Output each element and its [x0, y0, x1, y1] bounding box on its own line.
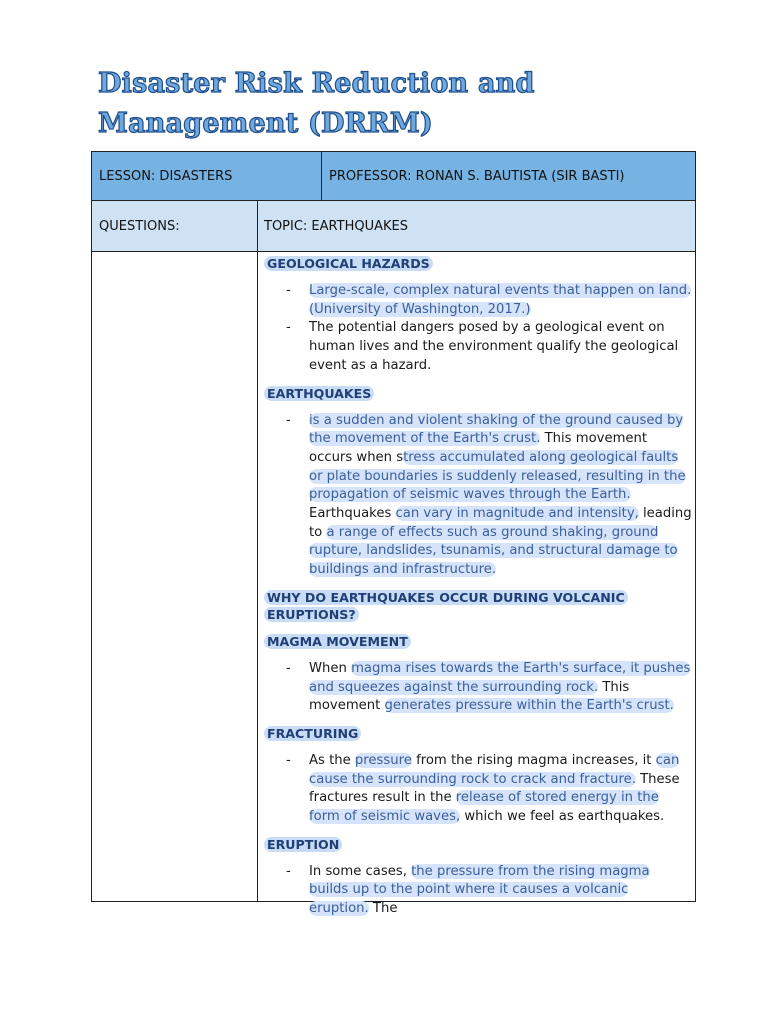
header-row — [92, 152, 695, 201]
list-item: - is a sudden and violent shaking of the ground caused by the movement of the Earth's crust. This movement occurs when stress accumulated along geological faults or plate boundaries is suddenly released, resulting in the propagation of seismic waves through the Earth. Earthquakes can vary in magnitude and intensity, leading to a range of effects such as ground shaking, ground rupture, landslides, tsunamis, and structural damage to buildings and infrastructure. — [264, 412, 692, 580]
geological-hazards-list — [264, 282, 692, 376]
document-title — [98, 64, 535, 144]
lesson-cell: LESSON: DISASTERS — [99, 168, 233, 184]
earthquakes-list — [264, 412, 692, 580]
header-divider — [321, 152, 322, 200]
list-item: - As the pressure from the rising magma increases, it can cause the surrounding rock to crack and fracture. These fractures result in the release of stored energy in the form of seismic waves, which we feel as earthquakes. — [264, 752, 692, 827]
heading-fracturing: FRACTURING — [264, 725, 692, 742]
title-line-2: Management (DRRM) — [98, 108, 433, 139]
list-item: - The potential dangers posed by a geological event on human lives and the environment qualify the geological event as a hazard. — [264, 319, 692, 375]
column-divider — [257, 201, 258, 901]
list-item: - Large-scale, complex natural events that happen on land. (University of Washington, 2017.) — [264, 282, 692, 319]
list-item: - When magma rises towards the Earth's surface, it pushes and squeezes against the surrounding rock. This movement generates pressure within the Earth's crust. — [264, 660, 692, 716]
eruption-list — [264, 863, 692, 919]
heading-why-earthquakes: WHY DO EARTHQUAKES OCCUR DURING VOLCANIC ERUPTIONS? — [264, 589, 692, 623]
topic-row — [92, 201, 695, 252]
list-item: - In some cases, the pressure from the rising magma builds up to the point where it causes a volcanic eruption. The — [264, 863, 692, 919]
professor-cell: PROFESSOR: RONAN S. BAUTISTA (SIR BASTI) — [329, 168, 625, 184]
topic-cell: TOPIC: EARTHQUAKES — [264, 218, 408, 234]
fracturing-list — [264, 752, 692, 827]
notes-column — [264, 255, 692, 928]
heading-magma-movement: MAGMA MOVEMENT — [264, 633, 692, 650]
heading-eruption: ERUPTION — [264, 836, 692, 853]
heading-geological-hazards: GEOLOGICAL HAZARDS — [264, 255, 692, 272]
title-line-1: Disaster Risk Reduction and — [98, 68, 535, 99]
heading-earthquakes: EARTHQUAKES — [264, 385, 692, 402]
notes-table — [91, 151, 696, 917]
questions-cell: QUESTIONS: — [99, 218, 180, 234]
magma-list — [264, 660, 692, 716]
